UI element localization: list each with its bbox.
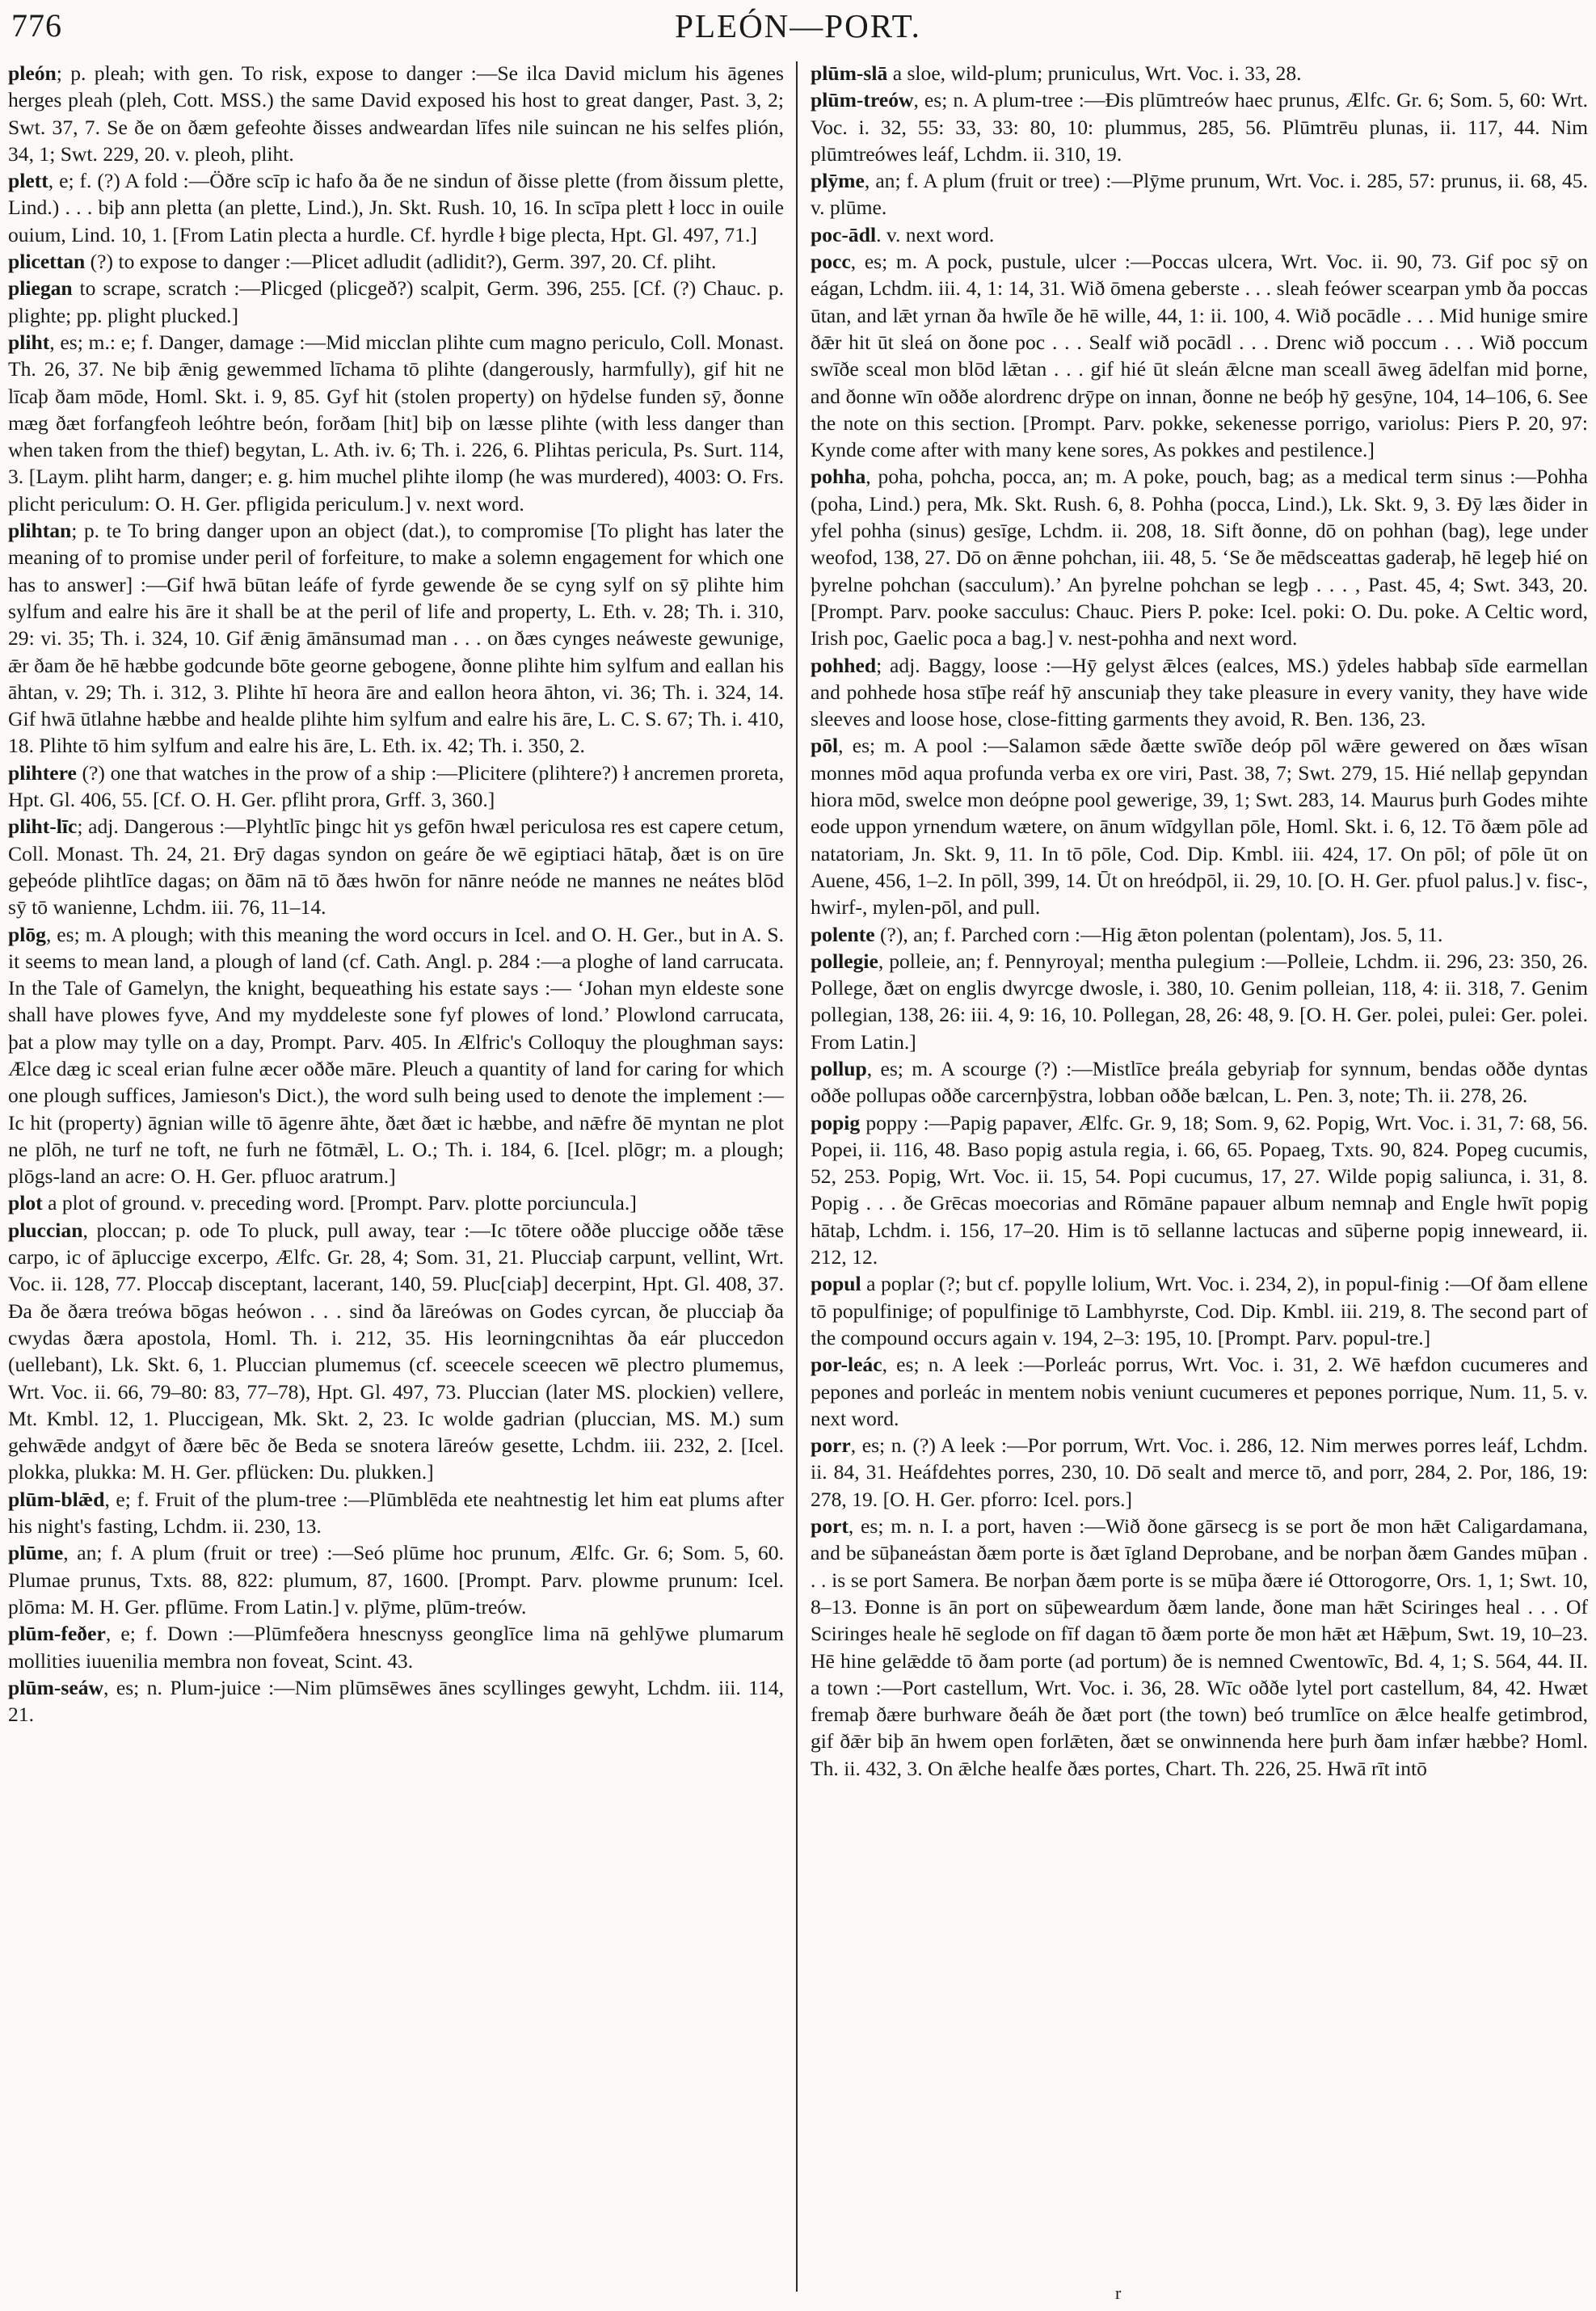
entry-definition: , es; m. n. I. a port, haven :—Wið ðone gārsecg is se port ðe mon hǣt Caligardamana, and be sūþaneástan ðæm porte is ðæt īgland Deprobane, and be norþan ðæm Gandes mūþan . . . is se port Samera. Be norþan ðæm porte is se mūþa ðære ié Ottorogorre, Ors. 1, 1; Swt. 10, 8–13. Ðonne is ān port on sūþeweardum ðæm lande, ðone man hǣt Sciringes heal . . . Of Sciringes heale hē seglode on fīf dagan tō ðæm porte ðe mon hǣt æt Hǣþum, Swt. 19, 10–23. Hē hine gelǣdde tō ðam porte (ad portum) ðe is nemned Cwentowīc, Bd. 4, 1; S. 564, 44. II. a town :—Port castellum, Wrt. Voc. i. 36, 28. Wīc oððe lytel port castellum, 84, 42. Hwæt fremaþ ðære burhware ðeáh ðe ðæt port (the town) beó trumlīce on ǣlce healfe getimbrod, gif ðǣr biþ ān hwem open forlǣten, ðæt se onwinnenda here þurh ðam infær hæbbe? Homl. Th. ii. 432, 3. On ǣlche healfe ðæs portes, Chart. Th. 226, 25. Hwā rīt intō: [811, 1514, 1588, 1780]
dictionary-entry: [8, 760, 784, 814]
dictionary-entry: [811, 167, 1588, 221]
running-head: [0, 6, 1596, 55]
entry-definition: a plot of ground. v. preceding word. [Prompt. Parv. plotte porciuncula.]: [42, 1191, 637, 1215]
page-number: 776: [11, 7, 62, 44]
entry-definition: poppy :—Papig papaver, Ælfc. Gr. 9, 18; Som. 9, 62. Popig, Wrt. Voc. i. 31, 7: 68, 56. Popei, ii. 116, 48. Baso popig astula regia, i. 66, 65. Popaeg, Txts. 90, 824. Popeg cucumis, 52, 253. Popig, Wrt. Voc. ii. 15, 54. Popi cucumus, 17, 27. Wilde popig saliunca, i. 31, 8. Popig . . . ðe Grēcas moecorias and Rōmāne papauer album nemnaþ and Engle hwīt popig hātaþ, Lchdm. i. 156, 17–20. Him is tō sellanne lactucas and sūþerne popig inneweard, ii. 212, 12.: [811, 1110, 1588, 1269]
dictionary-entry: [8, 813, 784, 920]
entry-definition: ; p. te To bring danger upon an object (dat.), to compromise [To plight has later the meaning of to promise under peril of forfeiture, to make a solemn engagement for which one has to answer] :—Gif hwā būtan leáfe of fyrde gewende ðe se cyng sylf on sȳ plihte him sylfum and ealre his āre it shall be at the peril of life and property, L. Eth. v. 28; Th. i. 310, 29: vi. 35; Th. i. 324, 10. Gif ǣnig āmānsumad man . . . on ðæs cynges neáweste gewunige, ǣr ðam ðe hē hæbbe godcunde bōte georne gebogene, ðonne plihte him sylfum and eallan his āhtan, v. 29; Th. i. 312, 3. Plihte hī heora āre and eallon heora āhton, vi. 36; Th. i. 324, 14. Gif hwā ūtlahne hæbbe and healde plihte him sylfum and ealre his āre, L. C. S. 67; Th. i. 410, 18. Plihte tō him sylfum and ealre his āre, L. Eth. ix. 42; Th. i. 350, 2.: [8, 519, 784, 758]
entry-headword: porr: [811, 1433, 851, 1458]
dictionary-entry: [8, 329, 784, 517]
entry-definition: , es; m. A plough; with this meaning the word occurs in Icel. and O. H. Ger., but in A. S. it seems to mean land, a plough of land (cf. Cath. Angl. p. 284 :—a ploghe of land carrucata. In the Tale of Gamelyn, the knight, bequeathing his estate says :— ‘Johan myn eldeste sone shall have plowes fyve, And my myddeleste sone fyf plowes of lond.’ Plowlond carrucata, þat a plow may tylle on a day, Prompt. Parv. 405. In Ælfric's Colloquy the ploughman says: Ælce dæg ic sceal erian fulne æcer oððe māre. Pleuch a quantity of land for caring for which one plough suffices, Jamieson's Dict.), the word sulh being used to denote the implement :—Ic hit (property) āgnian wille tō āgenre āhte, ðæt ðæt ic hæbbe, and nǣfre ðē myntan ne plot ne plōh, ne turf ne toft, ne furh ne fōtmǣl, L. O.; Th. i. 184, 6. [Icel. plōgr; m. a plough; plōgs-land an acre: O. H. Ger. pfluoc aratrum.]: [8, 922, 784, 1189]
dictionary-entry: [8, 1539, 784, 1620]
entry-headword: por-leác: [811, 1353, 882, 1377]
dictionary-entry: [8, 921, 784, 1190]
entry-headword: pohha: [811, 465, 866, 489]
entry-definition: , es; m. A pock, pustule, ulcer :—Poccas ulcera, Wrt. Voc. ii. 90, 73. Gif poc sȳ on eágan, Lchdm. iii. 4, 1: 14, 31. Wið ōmena geberste . . . sleah feówer scearpan ymb ða poccas ūtan, and lǣt yrnan ða hwīle ðe hē wille, 44, 1: ii. 100, 4. Wið pocādle . . . Mid hunige smire ðǣr hit ūt sleá on ðone poc . . . Sealf wið pocādl . . . Drenc wið poccum . . . Wið poccum swīðe sceal mon blōd lǣtan . . . gif hié ūt sleán ǣlcne man sceall āweg ādelfan mid þorne, and ðonne wīn oððe alordrenc drȳpe on innan, ðonne ne beóþ hȳ gesȳne, 104, 14–106, 6. See the note on this section. [Prompt. Parv. pokke, sekenesse porrigo, variolus: Piers P. 20, 97: Kynde come after with many kene sores, As pokkes and pestilence.]: [811, 250, 1588, 462]
entry-headword: pluccian: [8, 1218, 83, 1242]
entry-headword: pocc: [811, 250, 851, 274]
entry-headword: port: [811, 1514, 849, 1539]
dictionary-entry: [811, 60, 1588, 86]
dictionary-entry: [8, 1189, 784, 1216]
entry-headword: plūme: [8, 1541, 64, 1565]
entry-definition: , es; m. A scourge (?) :—Mistlīce þreála gebyriaþ for synnum, bendas oððe dyntas oððe pollupas oððe carcernþȳstra, lobban oððe bælcan, L. Pen. 3, note; Th. ii. 278, 26.: [811, 1056, 1588, 1108]
entry-definition: (?), an; f. Parched corn :—Hig ǣton polentan (polentam), Jos. 5, 11.: [874, 922, 1443, 946]
entry-headword: polente: [811, 922, 875, 946]
dictionary-entry: [8, 1620, 784, 1674]
dictionary-entry: [8, 1486, 784, 1540]
entry-headword: plicettan: [8, 250, 86, 274]
dictionary-entry: [811, 248, 1588, 463]
entry-headword: plūm-feðer: [8, 1622, 106, 1646]
dictionary-entry: [811, 1351, 1588, 1432]
entry-headword: plihtere: [8, 760, 77, 785]
entry-headword: pliht-līc: [8, 815, 78, 839]
entry-headword: popul: [811, 1272, 861, 1296]
dictionary-entry: [8, 275, 784, 329]
dictionary-entry: [8, 248, 784, 275]
entry-definition: a sloe, wild-plum; pruniculus, Wrt. Voc. i. 33, 28.: [887, 61, 1302, 85]
right-column: [811, 60, 1588, 2306]
left-column: [8, 60, 784, 2306]
dictionary-entry: [811, 463, 1588, 651]
column-divider: [796, 61, 798, 2292]
entry-definition: (?) one that watches in the prow of a ship :—Plicitere (plihtere?) ł ancremen proreta, Hpt. Gl. 406, 55. [Cf. O. H. Ger. pfliht prora, Grff. 3, 360.]: [8, 760, 784, 812]
entry-definition: (?) to expose to danger :—Plicet adludit (adlidit?), Germ. 397, 20. Cf. pliht.: [85, 250, 717, 274]
dictionary-entry: [8, 167, 784, 248]
entry-definition: , poha, pohcha, pocca, an; m. A poke, pouch, bag; as a medical term sinus :—Pohha (poha, Lind.) pera, Mk. Skt. Rush. 6, 8. Pohha (pocca, Lind.), Lk. Skt. 9, 3. Ðȳ læs ðider in yfel pohha (sinus) gesīge, Lchdm. ii. 208, 18. Sift ðonne, dō on pohhan (bag), lege under weofod, 138, 27. Dō on ǣnne pohchan, iii. 48, 5. ‘Se ðe mēdsceattas gaderaþ, hē legeþ hié on þyrelne pohchan (sacculum).’ An þyrelne pohchan se legþ . . . , Past. 45, 4; Swt. 343, 20. [Prompt. Parv. pooke sacculus: Chauc. Piers P. poke: Icel. poki: O. Du. poke. A Celtic word, Irish poc, Gaelic poca a bag.] v. nest-pohha and next word.: [811, 465, 1588, 650]
entry-headword: pōl: [811, 734, 839, 758]
entry-headword: plūm-treów: [811, 88, 914, 112]
entry-headword: plōg: [8, 922, 46, 946]
entry-headword: plūm-slā: [811, 61, 888, 85]
entry-definition: , es; n. A leek :—Porleác porrus, Wrt. Voc. i. 31, 2. Wē hæfdon cucumeres and pepones and porleác in mentem nobis veniunt cucumeres et pepones porrique, Num. 11, 5. v. next word.: [811, 1353, 1588, 1430]
dictionary-entry: [8, 1674, 784, 1728]
entry-headword: plot: [8, 1191, 43, 1215]
entry-headword: popig: [811, 1110, 861, 1134]
entry-headword: poc-ādl: [811, 222, 877, 246]
entry-headword: pollegie: [811, 949, 878, 973]
entry-headword: pliegan: [8, 276, 73, 301]
dictionary-entry: [8, 60, 784, 167]
dictionary-entry: [8, 517, 784, 760]
entry-definition: to scrape, scratch :—Plicged (plicgeð?) scalpit, Germ. 396, 255. [Cf. (?) Chauc. p. plighte; pp. plight plucked.]: [8, 276, 784, 327]
dictionary-entry: [8, 1217, 784, 1486]
dictionary-entry: [811, 1109, 1588, 1271]
entry-headword: pollup: [811, 1056, 867, 1080]
entry-headword: pohhed: [811, 653, 877, 677]
entry-definition: , es; m. A pool :—Salamon sǣde ðætte swīðe deóp pōl wǣre gewered on ðæs wīsan monnes mōd aqua profunda verba ex ore viri, Past. 38, 7; Swt. 279, 15. Hié nellaþ gepyndan hiora mōd, swelce mon deópne pool gewerige, 39, 1; Swt. 283, 14. Maurus þurh Godes mihte eode uppon yrnendum wætere, on ānum wīdgyllan pōle, Homl. Skt. i. 6, 12. Tō ðæm pōle ad natatoriam, Jn. Skt. 9, 11. In tō pōle, Cod. Dip. Kmbl. iii. 424, 17. On pōl; of pōle ūt on Auene, 456, 1–2. In pōll, 399, 14. Ūt on hreódpōl, ii. 29, 10. [O. H. Ger. pfuol palus.] v. fisc-, hwirf-, mylen-pōl, and pull.: [811, 734, 1588, 920]
entry-definition: , e; f. Down :—Plūmfeðera hnescnyss geonglīce lima nā gehlȳwe plumarum mollities iuuenilia membra non foveat, Scint. 43.: [8, 1622, 784, 1673]
entry-definition: , an; f. A plum (fruit or tree) :—Seó plūme hoc prunum, Ælfc. Gr. 6; Som. 5, 60. Plumae prunus, Txts. 88, 822: plumum, 87, 1600. [Prompt. Parv. plowme prunum: Icel. plōma: M. H. Ger. pflūme. From Latin.] v. plȳme, plūm-treów.: [8, 1541, 784, 1619]
entry-headword: plūm-seáw: [8, 1675, 104, 1699]
entry-definition: , es; n. (?) A leek :—Por porrum, Wrt. Voc. i. 286, 12. Nim merwes porres leáf, Lchdm. ii. 84, 31. Heáfdehtes porres, 230, 10. Dō sealt and merce tō, and porr, 284, 2. Por, 186, 19: 278, 19. [O. H. Ger. pforro: Icel. pors.]: [811, 1433, 1588, 1511]
dictionary-entry: [811, 86, 1588, 167]
entry-definition: , es; m.: e; f. Danger, damage :—Mid micclan plihte cum magno periculo, Coll. Monast. Th. 26, 37. Ne biþ ǣnig gewemmed līchama tō plihte (dangerously, harmfully), gif hit ne līcaþ ðam mōde, Homl. Skt. i. 9, 85. Gyf hit (stolen property) on hȳdelse funden sȳ, ðonne mæg ðæt forfangfeoh leóhtre beón, forðam [hit] biþ on læsse plihte (with less danger than when taken from the thief) begytan, L. Ath. iv. 6; Th. i. 226, 6. Plihtas pericula, Ps. Surt. 114, 3. [Laym. pliht harm, danger; e. g. him muchel plihte ilomp (he was murdered), 4003: O. Frs. plicht periculum: O. H. Ger. pfligida periculum.] v. next word.: [8, 330, 784, 516]
entry-definition: , an; f. A plum (fruit or tree) :—Plȳme prunum, Wrt. Voc. i. 285, 57: prunus, ii. 68, 45. v. plūme.: [811, 169, 1588, 220]
entry-definition: ; adj. Dangerous :—Plyhtlīc þingc hit ys gefōn hwæl periculosa res est capere cetum, Coll. Monast. Th. 24, 21. Ðrȳ dagas syndon on geáre ðe wē egiptiaci hātaþ, ðæt is on ūre geþeóde plihtlīce dagas; on ðām nā tō ðæs hwōn for nānre neóde ne mannes ne neátes blōd sȳ tō wanienne, Lchdm. iii. 76, 11–14.: [8, 815, 784, 920]
entry-definition: , e; f. Fruit of the plum-tree :—Plūmblēda ete neahtnestig let him eat plums after his night's fasting, Lchdm. ii. 230, 13.: [8, 1487, 784, 1539]
dictionary-entry: [811, 948, 1588, 1055]
entry-definition: , e; f. (?) A fold :—Öðre scīp ic hafo ða ðe ne sindun of ðisse plette (from ðissum plette, Lind.) . . . biþ ann pletta (an plette, Lind.), Jn. Skt. Rush. 10, 16. In scīpa plett ł locc in ouile ouium, Lind. 10, 1. [From Latin plecta a hurdle. Cf. hyrdle ł bige plecta, Hpt. Gl. 497, 71.]: [8, 169, 784, 246]
entry-headword: plūm-blǣd: [8, 1487, 105, 1511]
dictionary-entry: [811, 921, 1588, 948]
dictionary-entry: [811, 1432, 1588, 1513]
entry-headword: pleón: [8, 61, 57, 85]
page-title: PLEÓN—PORT.: [675, 7, 921, 44]
entry-definition: a poplar (?; but cf. popylle lolium, Wrt. Voc. i. 234, 2), in popul-finig :—Of ðam ellene tō populfinige; of populfinige tō Lambhyrste, Cod. Dip. Kmbl. iii. 219, 8. The second part of the compound occurs again v. 194, 2–3: 195, 10. [Prompt. Parv. popul-tre.]: [811, 1272, 1588, 1349]
footer-mark: r: [1115, 2283, 1122, 2303]
dictionary-entry: [811, 1513, 1588, 1782]
entry-definition: , ploccan; p. ode To pluck, pull away, tear :—Ic tōtere oððe pluccige oððe tǣse carpo, ic of āpluccige excerpo, Ælfc. Gr. 28, 4; Som. 31, 21. Plucciaþ carpunt, vellint, Wrt. Voc. ii. 128, 77. Ploccaþ disceptant, lacerant, 140, 59. Pluc[ciaþ] decerpint, Hpt. Gl. 408, 37. Ða ðe ðæra treówa bōgas heówon . . . sind ða lāreówas on Godes cyrcan, ðe plucciaþ ða cwydas ðæra apostola, Homl. Th. i. 212, 35. His leorningcnihtas ða eár pluccedon (uellebant), Lk. Skt. 6, 1. Pluccian plumemus (cf. sceecele sceecen wē plectro plumemus, Wrt. Voc. ii. 66, 79–80: 83, 77–78), Hpt. Gl. 497, 73. Pluccian (later MS. plockien) vellere, Mt. Kmbl. 12, 1. Pluccigean, Mk. Skt. 2, 23. Ic wolde gadrian (pluccian, MS. M.) sum gehwǣde andgyt of ðære bēc ðe Beda se snotera lāreów gesette, Lchdm. iii. 232, 2. [Icel. plokka, plukka: M. H. Ger. pflücken: Du. plukken.]: [8, 1218, 784, 1484]
entry-definition: , es; n. A plum-tree :—Ðis plūmtreów haec prunus, Ælfc. Gr. 6; Som. 5, 60: Wrt. Voc. i. 32, 55: 33, 33: 80, 10: plummus, 285, 56. Plūmtrēu plunas, ii. 117, 44. Nim plūmtreówes leáf, Lchdm. ii. 310, 19.: [811, 88, 1588, 166]
dictionary-entry: [811, 652, 1588, 733]
entry-definition: ; adj. Baggy, loose :—Hȳ gelyst ǣlces (ealces, MS.) ȳdeles habbaþ sīde earmellan and pohhede hosa stīþe reáf hȳ anscuniaþ they take pleasure in every vanity, they have wide sleeves and loose hose, close-fitting garments they avoid, R. Ben. 136, 23.: [811, 653, 1588, 731]
entry-headword: plihtan: [8, 519, 72, 543]
entry-headword: pliht: [8, 330, 50, 354]
entry-definition: ; p. pleah; with gen. To risk, expose to danger :—Se ilca David miclum his āgenes herges pleah (pleh, Cott. MSS.) the same David exposed his host to great danger, Past. 3, 2; Swt. 37, 7. Se ðe on ðæm gefeohte ðisses andweardan līfes nile suincan ne his selfes plión, 34, 1; Swt. 229, 20. v. pleoh, pliht.: [8, 61, 784, 166]
dictionary-entry: [811, 1270, 1588, 1351]
entry-definition: , polleie, an; f. Pennyroyal; mentha pulegium :—Polleie, Lchdm. ii. 296, 23: 350, 26. Pollege, ðæt on englis dwyrcge dwosle, i. 380, 10. Genim polleian, 118, 4: ii. 318, 7. Genim pollegian, 138, 26: iii. 4, 9: 16, 10. Pollegan, 28, 26: 48, 9. [O. H. Ger. polei, pulei: Ger. polei. From Latin.]: [811, 949, 1588, 1054]
dictionary-entry: [811, 221, 1588, 248]
dictionary-entry: [811, 1055, 1588, 1109]
entry-headword: plȳme: [811, 169, 865, 193]
entry-headword: plett: [8, 169, 48, 193]
entry-definition: . v. next word.: [876, 222, 995, 246]
entry-definition: , es; n. Plum-juice :—Nim plūmsēwes ānes scyllinges gewyht, Lchdm. iii. 114, 21.: [8, 1675, 784, 1727]
dictionary-entry: [811, 732, 1588, 920]
